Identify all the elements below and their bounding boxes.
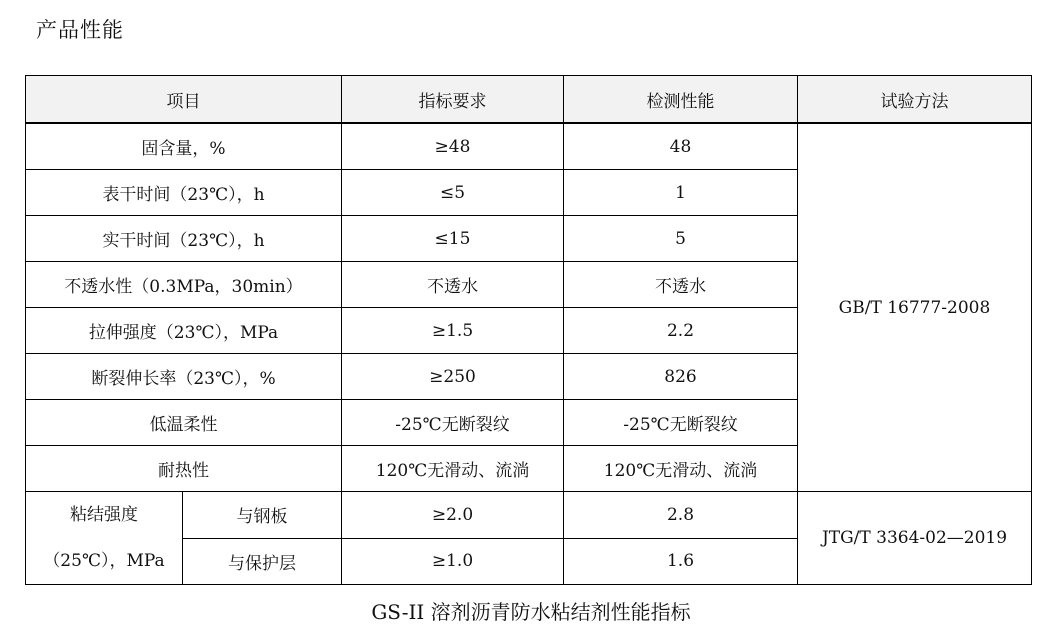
cell-requirement: ≥2.0 [342,492,564,539]
cell-result: 不透水 [564,262,798,308]
cell-result: 2.8 [564,492,798,539]
header-requirement: 指标要求 [342,76,564,124]
bond-label-line1: 粘结强度 [70,505,138,525]
cell-requirement: ≥250 [342,354,564,400]
performance-table [25,75,1032,585]
cell-item: 实干时间（23℃），h [26,216,342,262]
table-header-row [26,76,1032,124]
header-result: 检测性能 [564,76,798,124]
cell-requirement: -25℃无断裂纹 [342,400,564,446]
cell-result: 2.2 [564,308,798,354]
cell-result: -25℃无断裂纹 [564,400,798,446]
cell-requirement: ≥1.0 [342,538,564,585]
cell-method-jtg: JTG/T 3364-02—2019 [798,492,1032,585]
section-title: 产品性能 [36,18,124,42]
table-row [26,123,1032,170]
cell-result: 1.6 [564,538,798,585]
cell-result: 826 [564,354,798,400]
cell-requirement: 不透水 [342,262,564,308]
cell-method-gb: GB/T 16777-2008 [798,123,1032,492]
cell-requirement: ≤5 [342,170,564,216]
cell-result: 48 [564,123,798,170]
cell-result: 5 [564,216,798,262]
cell-requirement: ≥1.5 [342,308,564,354]
cell-item: 耐热性 [26,446,342,492]
cell-item: 低温柔性 [26,400,342,446]
bond-label-line2: （25℃），MPa [43,551,165,571]
cell-bond-sub: 与保护层 [183,538,342,585]
header-method: 试验方法 [798,76,1032,124]
cell-bond-sub: 与钢板 [183,492,342,539]
cell-item: 表干时间（23℃），h [26,170,342,216]
header-item: 项目 [26,76,342,124]
table-row-bond [26,492,1032,539]
cell-item: 固含量，% [26,123,342,170]
table-caption: GS-II 溶剂沥青防水粘结剂性能指标 [371,600,691,624]
cell-result: 1 [564,170,798,216]
cell-item: 拉伸强度（23℃），MPa [26,308,342,354]
cell-item: 断裂伸长率（23℃），% [26,354,342,400]
cell-result: 120℃无滑动、流淌 [564,446,798,492]
cell-requirement: ≤15 [342,216,564,262]
cell-requirement: ≥48 [342,123,564,170]
cell-bond-label [26,492,183,585]
cell-requirement: 120℃无滑动、流淌 [342,446,564,492]
cell-item: 不透水性（0.3MPa，30min） [26,262,342,308]
